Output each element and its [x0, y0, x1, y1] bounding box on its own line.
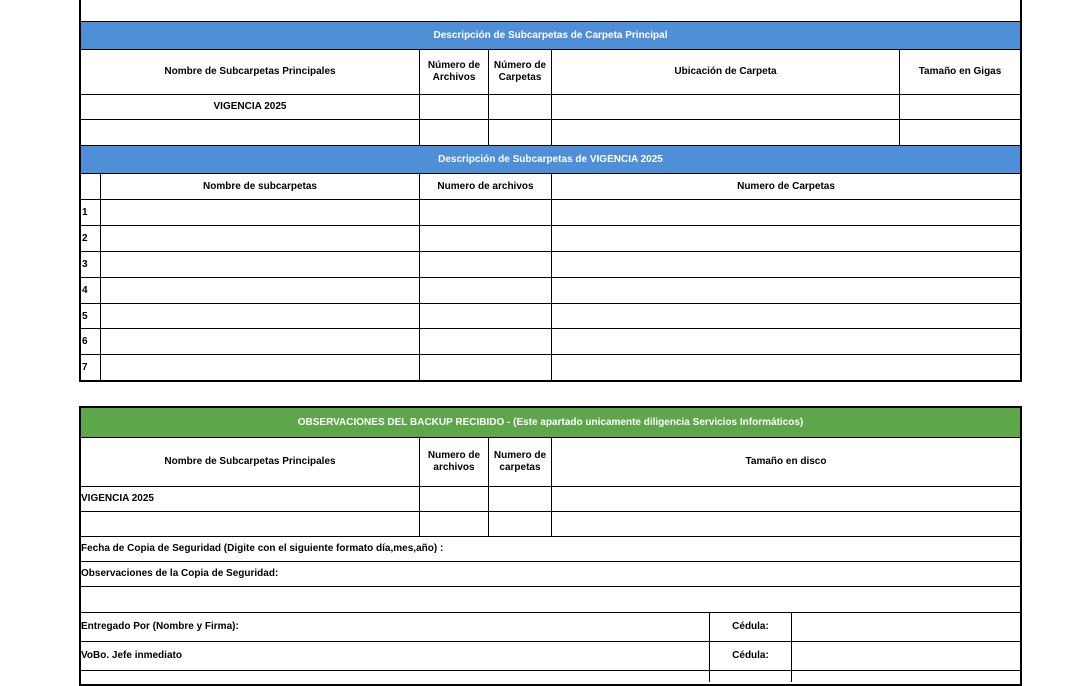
- s1-col-files: Número de Archivos: [427, 60, 481, 83]
- section3-header: OBSERVACIONES DEL BACKUP RECIBIDO - (Este apartado unicamente diligencia Servicios Informáticos): [81, 408, 1020, 437]
- id-label: Cédula:: [732, 650, 769, 661]
- s2-row-number: 5: [82, 310, 88, 322]
- s2-col-name: Nombre de subcarpetas: [203, 180, 317, 192]
- delivered-by-label: Entregado Por (Nombre y Firma):: [81, 621, 239, 632]
- s1-col-location: Ubicación de Carpeta: [674, 66, 777, 77]
- id-label: Cédula:: [732, 621, 769, 632]
- backup-date-label: Fecha de Copia de Seguridad (Digite con el siguiente formato día,mes,año) :: [81, 543, 444, 554]
- s2-row-number: 6: [82, 335, 88, 347]
- s2-col-folders: Numero de Carpetas: [737, 180, 835, 192]
- s1-row1-name: VIGENCIA 2025: [213, 101, 287, 112]
- vobo-label: VoBo. Jefe inmediato: [81, 650, 182, 661]
- s1-col-folders: Número de Carpetas: [493, 60, 547, 83]
- s2-row-number: 1: [82, 206, 88, 218]
- s2-row-number: 2: [82, 232, 88, 244]
- s3-col-files: Numero de archivos: [427, 450, 481, 473]
- s1-col-size: Tamaño en Gigas: [918, 66, 1002, 77]
- s3-col-folders: Numero de carpetas: [493, 450, 547, 473]
- s3-col-size: Tamaño en disco: [745, 456, 827, 467]
- s2-row-number: 7: [82, 361, 88, 373]
- s1-col-name: Nombre de Subcarpetas Principales: [164, 66, 336, 77]
- section1-header: Descripción de Subcarpetas de Carpeta Principal: [81, 22, 1020, 49]
- s3-row1-name: VIGENCIA 2025: [81, 493, 154, 504]
- observations-label: Observaciones de la Copia de Seguridad:: [81, 568, 279, 579]
- s2-col-files: Numero de archivos: [437, 180, 534, 192]
- s3-col-name: Nombre de Subcarpetas Principales: [164, 456, 336, 467]
- s2-row-number: 3: [82, 258, 88, 270]
- s2-row-number: 4: [82, 284, 88, 296]
- section2-header: Descripción de Subcarpetas de VIGENCIA 2025: [81, 146, 1020, 173]
